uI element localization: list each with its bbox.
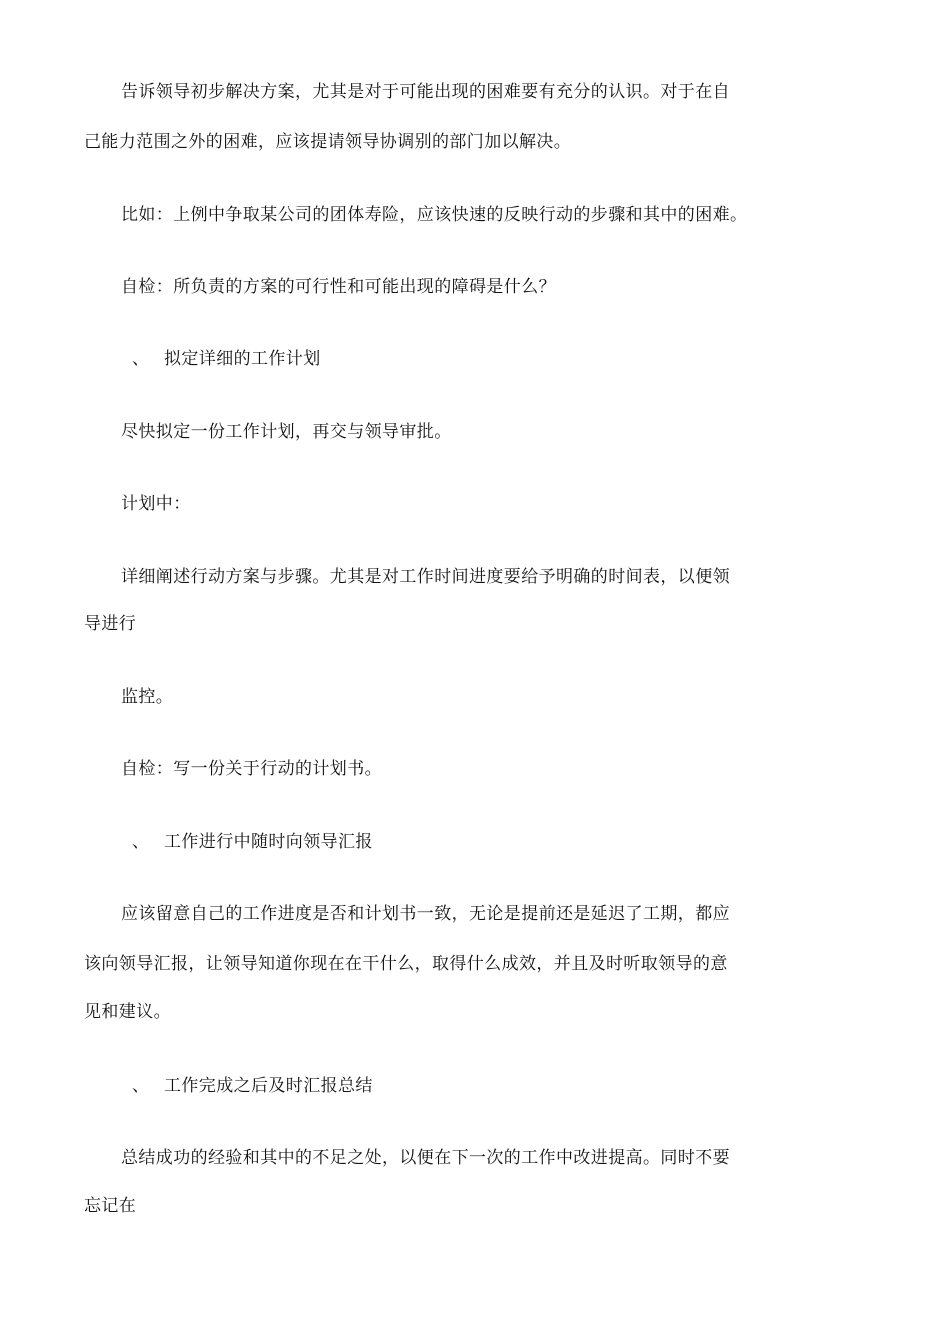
paragraph-line: 自检：所负责的方案的可行性和可能出现的障碍是什么？ (121, 277, 556, 297)
paragraph-line: 自检：写一份关于行动的计划书。 (121, 759, 382, 779)
heading-mark: 、 (132, 832, 150, 852)
section-heading (132, 1074, 373, 1098)
paragraph-line: 己能力范围之外的困难，应该提请领导协调别的部门加以解决。 (84, 132, 572, 152)
heading-mark: 、 (132, 349, 150, 369)
heading-mark: 、 (132, 1076, 150, 1096)
paragraph-line: 详细阐述行动方案与步骤。尤其是对工作时间进度要给予明确的时间表，以便领 (121, 567, 730, 587)
heading-text: 拟定详细的工作计划 (164, 349, 321, 369)
paragraph-line: 见和建议。 (84, 1002, 171, 1022)
paragraph-line: 监控。 (121, 687, 174, 707)
paragraph-line: 比如：上例中争取某公司的团体寿险，应该快速的反映行动的步骤和其中的困难。 (121, 205, 748, 225)
paragraph-line: 告诉领导初步解决方案，尤其是对于可能出现的困难要有充分的认识。对于在自 (121, 82, 730, 102)
section-heading (132, 347, 321, 371)
paragraph-line: 忘记在 (84, 1196, 137, 1216)
paragraph-line: 尽快拟定一份工作计划，再交与领导审批。 (121, 422, 452, 442)
paragraph-line: 导进行 (84, 614, 137, 634)
paragraph-line: 总结成功的经验和其中的不足之处，以便在下一次的工作中改进提高。同时不要 (121, 1148, 730, 1168)
heading-text: 工作进行中随时向领导汇报 (164, 832, 373, 852)
section-heading (132, 830, 373, 854)
paragraph-line: 计划中： (121, 494, 191, 514)
paragraph-line: 应该留意自己的工作进度是否和计划书一致，无论是提前还是延迟了工期，都应 (121, 904, 730, 924)
heading-text: 工作完成之后及时汇报总结 (164, 1076, 373, 1096)
paragraph-line: 该向领导汇报，让领导知道你现在在干什么，取得什么成效，并且及时听取领导的意 (84, 954, 728, 974)
